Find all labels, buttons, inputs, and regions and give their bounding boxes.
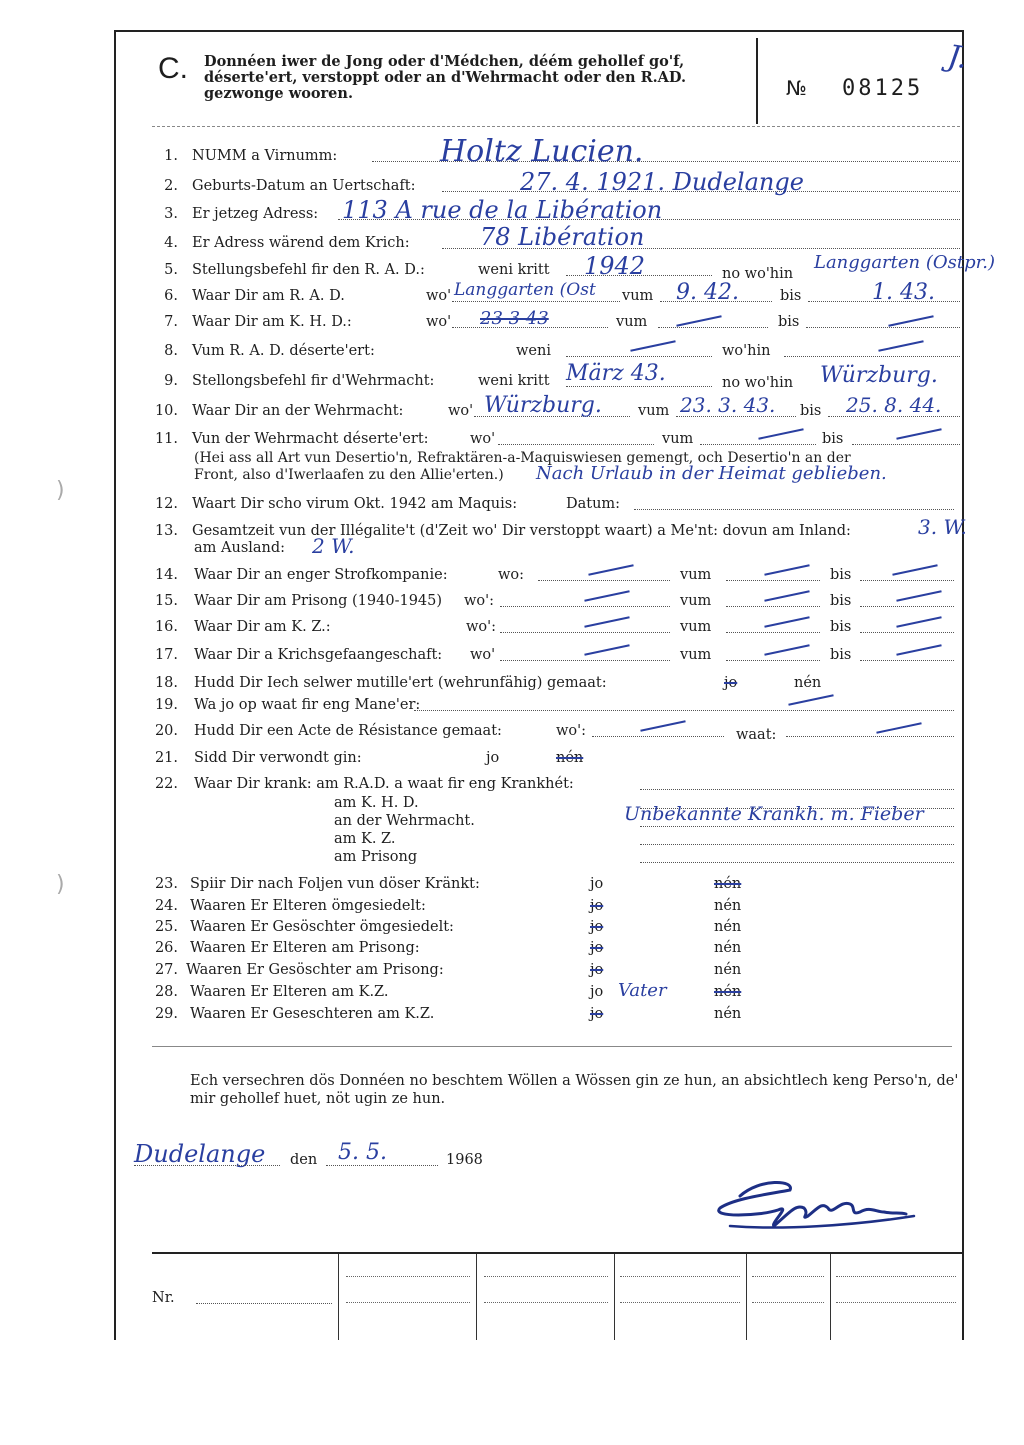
answer-jo: jo [486, 750, 500, 766]
answer-nen: nén [714, 1006, 742, 1022]
handwritten-rad-place: Langgarten (Ostpr.) [814, 252, 996, 273]
handwritten-wm-place: Würzburg. [820, 363, 938, 388]
label-vum: vum [662, 431, 694, 447]
row-label: Waaren Er Elteren ömgesiedelt: [190, 898, 426, 914]
answer-jo-struck: jo [590, 962, 604, 978]
label-weni-kritt: weni kritt [478, 262, 550, 278]
label-wo: wo' [470, 647, 496, 663]
answer-jo: jo [590, 876, 604, 892]
label-bis: bis [822, 431, 844, 447]
row-number: 19. [154, 697, 178, 713]
label-wohin: wo'hin [722, 343, 771, 359]
row-number: 12. [154, 496, 178, 512]
label-wo: wo': [464, 593, 495, 609]
row-label: Waar Dir am K. H. D.: [192, 314, 352, 330]
fill-line [726, 647, 820, 661]
row-label: Gesamtzeit vun der Illégalite't (d'Zeit wo' Dir verstoppt waart) a Me'nt: dovun am Inland: [192, 523, 851, 539]
label-bis: bis [778, 314, 800, 330]
label-vum: vum [680, 647, 712, 663]
label-bis: bis [830, 619, 852, 635]
label-wohin: no wo'hin [722, 375, 794, 391]
row-label: Waar Dir krank: am R.A.D. a waat fir eng Krankhét: [194, 776, 574, 792]
fill-line [134, 1152, 280, 1166]
fill-line [786, 723, 954, 737]
label-weni: weni [516, 343, 551, 359]
answer-jo-struck: jo [590, 1006, 604, 1022]
row-number: 29. [154, 1006, 178, 1022]
label-vum: vum [638, 403, 670, 419]
row-label: Er jetzeg Adress: [192, 206, 319, 222]
row-label: Geburts-Datum an Uertschaft: [192, 178, 416, 194]
row-number: 9. [164, 373, 178, 389]
row-number: 17. [154, 647, 178, 663]
label-wo: wo' [470, 431, 496, 447]
nr-label: Nr. [152, 1290, 175, 1306]
table-top-line [152, 1252, 964, 1254]
row-number: 1. [164, 148, 178, 164]
row-number: 23. [154, 876, 178, 892]
row-number: 18. [154, 675, 178, 691]
row-label: Waar Dir am K. Z.: [194, 619, 331, 635]
answer-jo-struck: jo [724, 675, 738, 691]
grid-dots [346, 1276, 470, 1277]
answer-nen-struck: nén [714, 876, 742, 892]
row-number: 27. [154, 962, 178, 978]
year: 1968 [446, 1152, 483, 1168]
handwritten-father: Vater [618, 980, 667, 1001]
row-label: Waar Dir am R. A. D. [192, 288, 345, 304]
handwritten-rad-date: 1942 [584, 252, 646, 280]
number-sign: № [786, 76, 807, 100]
label-vum: vum [680, 567, 712, 583]
handwritten-illness: Unbekannte Krankh. m. Fieber [624, 803, 924, 825]
row-number: 24. [154, 898, 178, 914]
row-label: Sidd Dir verwondt gin: [194, 750, 362, 766]
answer-nen: nén [794, 675, 822, 691]
row-label: Stellungsbefehl fir den R. A. D.: [192, 262, 425, 278]
row-number: 25. [154, 919, 178, 935]
fill-line [566, 343, 712, 357]
signature-image [700, 1168, 940, 1238]
fill-line [860, 567, 954, 581]
fill-line [538, 567, 670, 581]
row-label: NUMM a Virnumm: [192, 148, 338, 164]
row-number: 22. [154, 776, 178, 792]
handwritten-war-address: 78 Libération [480, 223, 645, 251]
handwritten-rad-where: Langgarten (Ost [454, 280, 596, 300]
handwritten-address: 113 A rue de la Libération [342, 196, 663, 224]
answer-nen-struck: nén [556, 750, 584, 766]
row-number: 2. [164, 178, 178, 194]
row-number: 15. [154, 593, 178, 609]
label-wo: wo' [448, 403, 474, 419]
handwritten-name: Holtz Lucien. [440, 134, 644, 169]
row-number: 8. [164, 343, 178, 359]
fill-line [860, 647, 954, 661]
section-separator [152, 1046, 952, 1047]
answer-nen: nén [714, 940, 742, 956]
answer-jo: jo [590, 984, 604, 1000]
sub-label-wehrmacht: an der Wehrmacht. [334, 813, 475, 829]
row-label: Spiir Dir nach Foljen vun döser Kränkt: [190, 876, 480, 892]
handwritten-birth: 27. 4. 1921. Dudelange [520, 168, 804, 196]
label-datum: Datum: [566, 496, 621, 512]
grid-dots [620, 1302, 740, 1303]
handwritten-wm-from: 23. 3. 43. [680, 393, 776, 417]
row-label: Vun der Wehrmacht déserte'ert: [192, 431, 429, 447]
label-waat: waat: [736, 727, 777, 743]
grid-dots [836, 1276, 956, 1277]
row-label: Waar Dir an der Wehrmacht: [192, 403, 404, 419]
row-number: 6. [164, 288, 178, 304]
row-label: Waaren Er Elteren am K.Z. [190, 984, 389, 1000]
grid-dots [620, 1276, 740, 1277]
row-label: Waar Dir a Krichsgefaangeschaft: [194, 647, 443, 663]
row-label: Hudd Dir een Acte de Résistance gemaat: [194, 723, 502, 739]
fill-line [414, 697, 954, 711]
row-number: 14. [154, 567, 178, 583]
grid-line [338, 1254, 339, 1340]
row-number: 13. [154, 523, 178, 539]
row-label: Hudd Dir Iech selwer mutille'ert (wehrunfähig) gemaat: [194, 675, 607, 691]
grid-line [476, 1254, 477, 1340]
label-wo: wo': [466, 619, 497, 635]
punch-hole-mark: ) [56, 478, 65, 503]
label-wo: wo' [426, 288, 452, 304]
grid-line [746, 1254, 747, 1340]
row-label: Wa jo op waat fir eng Mane'er: [194, 697, 421, 713]
fill-line [640, 776, 954, 790]
desertion-note-line-1: (Hei ass all Art vun Desertio'n, Refraktären-a-Maquiswiesen gemengt, och Desertio'n an der [194, 450, 851, 466]
fill-line [196, 1290, 332, 1304]
fill-line [726, 593, 820, 607]
row-number: 21. [154, 750, 178, 766]
punch-hole-mark: ) [56, 872, 65, 897]
label-bis: bis [830, 647, 852, 663]
row-number: 20. [154, 723, 178, 739]
handwritten-wm-where: Würzburg. [484, 393, 602, 418]
row-label: Er Adress wärend dem Krich: [192, 235, 410, 251]
fill-line [640, 831, 954, 845]
label-bis: bis [780, 288, 802, 304]
sub-label-khd: am K. H. D. [334, 795, 419, 811]
handwritten-rad-from: 9. 42. [676, 280, 739, 305]
row-label: Vum R. A. D. déserte'ert: [192, 343, 375, 359]
answer-nen: nén [714, 898, 742, 914]
label-wo: wo: [498, 567, 525, 583]
fill-line [806, 314, 960, 328]
row-number: 4. [164, 235, 178, 251]
label-wohin: no wo'hin [722, 266, 794, 282]
handwritten-inland: 3. W. [918, 515, 967, 539]
section-letter: C. [158, 52, 188, 85]
fill-line [726, 567, 820, 581]
row-label: Waar Dir am Prisong (1940-1945) [194, 593, 443, 609]
handwritten-wm-to: 25. 8. 44. [846, 393, 942, 417]
grid-dots [484, 1302, 608, 1303]
row-label: Waart Dir scho virum Okt. 1942 am Maquis: [192, 496, 518, 512]
handwritten-khd-struck: 23 3 43 [480, 308, 549, 329]
fill-line [640, 849, 954, 863]
answer-jo-struck: jo [590, 898, 604, 914]
desertion-note-line-2: Front, also d'Iwerlaafen zu den Allie'erten.) [194, 467, 504, 483]
label-vum: vum [616, 314, 648, 330]
row-number: 28. [154, 984, 178, 1000]
sub-label-prisong: am Prisong [334, 849, 418, 865]
label-vum: vum [680, 593, 712, 609]
label-weni-kritt: weni kritt [478, 373, 550, 389]
row-number: 3. [164, 206, 178, 222]
row-label: Waaren Er Geseschteren am K.Z. [190, 1006, 435, 1022]
fill-line [726, 619, 820, 633]
label-bis: bis [800, 403, 822, 419]
handwritten-wm-date: März 43. [566, 361, 666, 386]
header-divider [756, 38, 758, 124]
sub-label-kz: am K. Z. [334, 831, 396, 847]
row-label: Waaren Er Elteren am Prisong: [190, 940, 420, 956]
label-wo: wo': [556, 723, 587, 739]
row-number: 5. [164, 262, 178, 278]
grid-dots [346, 1302, 470, 1303]
row-number: 7. [164, 314, 178, 330]
label-ausland: am Ausland: [194, 540, 286, 556]
answer-nen-struck: nén [714, 984, 742, 1000]
row-number: 26. [154, 940, 178, 956]
answer-nen: nén [714, 919, 742, 935]
grid-line [614, 1254, 615, 1340]
row-label: Waar Dir an enger Strofkompanie: [194, 567, 448, 583]
label-vum: vum [622, 288, 654, 304]
grid-dots [752, 1302, 824, 1303]
fill-line [784, 343, 960, 357]
grid-dots [752, 1276, 824, 1277]
label-den: den [290, 1152, 318, 1168]
corner-handwritten-mark: J. [945, 38, 970, 77]
grid-dots [836, 1302, 956, 1303]
row-number: 11. [154, 431, 178, 447]
fill-line [860, 593, 954, 607]
label-bis: bis [830, 567, 852, 583]
label-vum: vum [680, 619, 712, 635]
row-number: 10. [154, 403, 178, 419]
fill-line [860, 619, 954, 633]
form-number: 08125 [842, 76, 924, 101]
grid-dots [484, 1276, 608, 1277]
label-wo: wo' [426, 314, 452, 330]
form-title: Donnéen iwer de Jong oder d'Médchen, déém gehollef go'f, déserte'ert, verstoppt oder an d'Wehrmacht oder den R.AD. gezwonge wooren. [204, 53, 687, 102]
fill-line [498, 431, 654, 445]
header-separator [152, 126, 960, 127]
handwritten-rad-to: 1. 43. [872, 280, 935, 305]
answer-jo-struck: jo [590, 940, 604, 956]
fill-line [852, 431, 960, 445]
handwritten-desertion: Nach Urlaub in der Heimat geblieben. [536, 463, 887, 484]
declaration-text: Ech versechren dös Donnéen no beschtem Wöllen a Wössen gin ze hun, an absichtlech keng Perso'n, de' mir gehollef huet, nöt ugin ze hun. [190, 1073, 959, 1107]
row-label: Stellongsbefehl fir d'Wehrmacht: [192, 373, 435, 389]
grid-line [830, 1254, 831, 1340]
label-bis: bis [830, 593, 852, 609]
handwritten-place: Dudelange [134, 1140, 266, 1168]
row-number: 16. [154, 619, 178, 635]
handwritten-date: 5. 5. [338, 1140, 387, 1165]
answer-jo-struck: jo [590, 919, 604, 935]
fill-line [634, 496, 954, 510]
row-label: Waaren Er Gesöschter am Prisong: [186, 962, 444, 978]
row-label: Waaren Er Gesöschter ömgesiedelt: [190, 919, 454, 935]
handwritten-abroad: 2 W. [312, 534, 355, 558]
answer-nen: nén [714, 962, 742, 978]
